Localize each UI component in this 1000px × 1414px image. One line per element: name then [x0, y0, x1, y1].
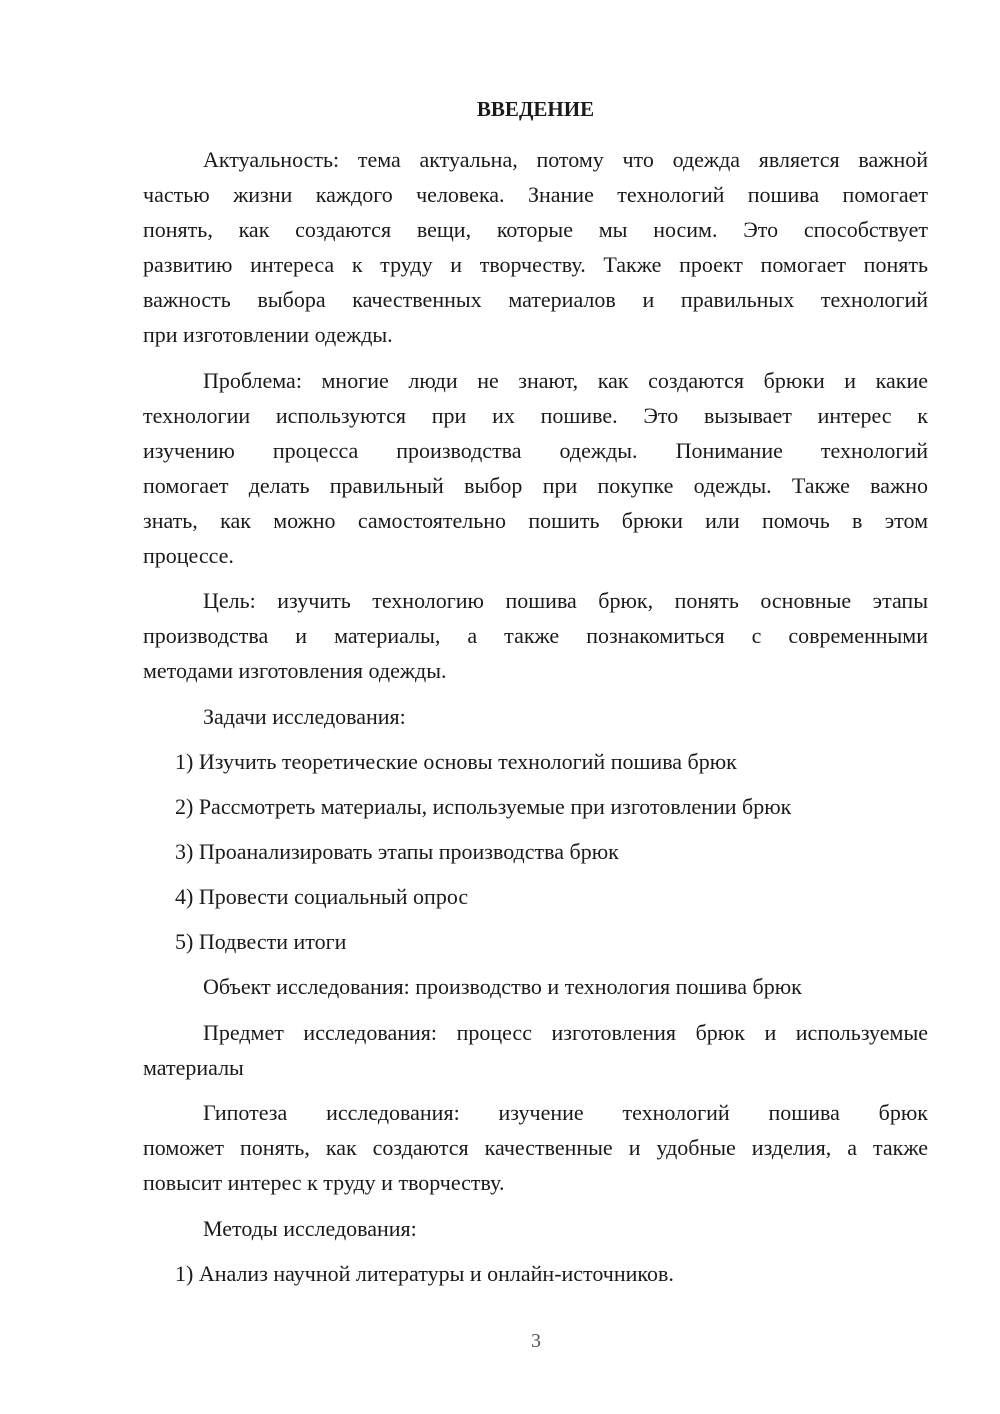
- text-line: Задачи исследования:: [203, 703, 406, 729]
- text-line: поможет понять, как создаются качественные и удобные изделия, а также: [143, 1135, 928, 1160]
- text-line: Объект исследования: производство и технология пошива брюк: [203, 974, 802, 999]
- text-line: знать, как можно самостоятельно пошить брюки или помочь в этом: [143, 507, 928, 533]
- section-title: ВВЕДЕНИЕ: [476, 97, 595, 121]
- methods-list: [143, 1256, 928, 1291]
- object-paragraph: [143, 969, 928, 1004]
- text-line: повысит интерес к труду и творчеству.: [143, 1170, 505, 1195]
- text-line: понять, как создаются вещи, которые мы носим. Это способствует: [143, 217, 928, 242]
- text-line: развитию интереса к труду и творчеству. Также проект помогает понять: [143, 252, 928, 277]
- list-item: 5) Подвести итоги: [175, 929, 347, 954]
- text-line: Актуальность: тема актуальна, потому что одежда является важной: [203, 147, 928, 172]
- text-line: материалы: [143, 1054, 244, 1080]
- text-line: Цель: изучить технологию пошива брюк, понять основные этапы: [203, 588, 928, 613]
- text-line: Гипотеза исследования: изучение технологий пошива брюк: [203, 1100, 928, 1125]
- problem-paragraph: [143, 363, 928, 573]
- hypothesis-paragraph: [143, 1095, 928, 1200]
- list-item: 2) Рассмотреть материалы, используемые при изготовлении брюк: [175, 794, 792, 819]
- text-line: при изготовлении одежды.: [143, 322, 393, 347]
- text-line: изучению процесса производства одежды. Понимание технологий: [143, 437, 928, 463]
- text-line: Проблема: многие люди не знают, как создаются брюки и какие: [203, 367, 928, 393]
- text-line: технологии используются при их пошиве. Это вызывает интерес к: [143, 402, 928, 428]
- list-item: 1) Анализ научной литературы и онлайн-источников.: [175, 1261, 674, 1286]
- methods-heading: [143, 1211, 928, 1246]
- tasks-list: [143, 744, 928, 959]
- document-page: [143, 92, 928, 1301]
- text-line: важность выбора качественных материалов и правильных технологий: [143, 287, 928, 312]
- text-line: производства и материалы, а также познакомиться с современными: [143, 623, 928, 648]
- list-item: 3) Проанализировать этапы производства брюк: [175, 839, 619, 864]
- list-item: 4) Провести социальный опрос: [175, 884, 469, 909]
- text-line: процессе.: [143, 542, 234, 568]
- text-line: частью жизни каждого человека. Знание технологий пошива помогает: [143, 182, 928, 207]
- text-line: методами изготовления одежды.: [143, 658, 447, 683]
- relevance-paragraph: [143, 142, 928, 352]
- goal-paragraph: [143, 583, 928, 688]
- text-line: Методы исследования:: [203, 1215, 417, 1241]
- subject-paragraph: [143, 1015, 928, 1085]
- page-number: 3: [531, 1330, 541, 1352]
- tasks-heading: [143, 699, 928, 734]
- text-line: помогает делать правильный выбор при покупке одежды. Также важно: [143, 472, 928, 498]
- list-item: 1) Изучить теоретические основы технологий пошива брюк: [175, 749, 737, 774]
- text-line: Предмет исследования: процесс изготовления брюк и используемые: [203, 1019, 928, 1045]
